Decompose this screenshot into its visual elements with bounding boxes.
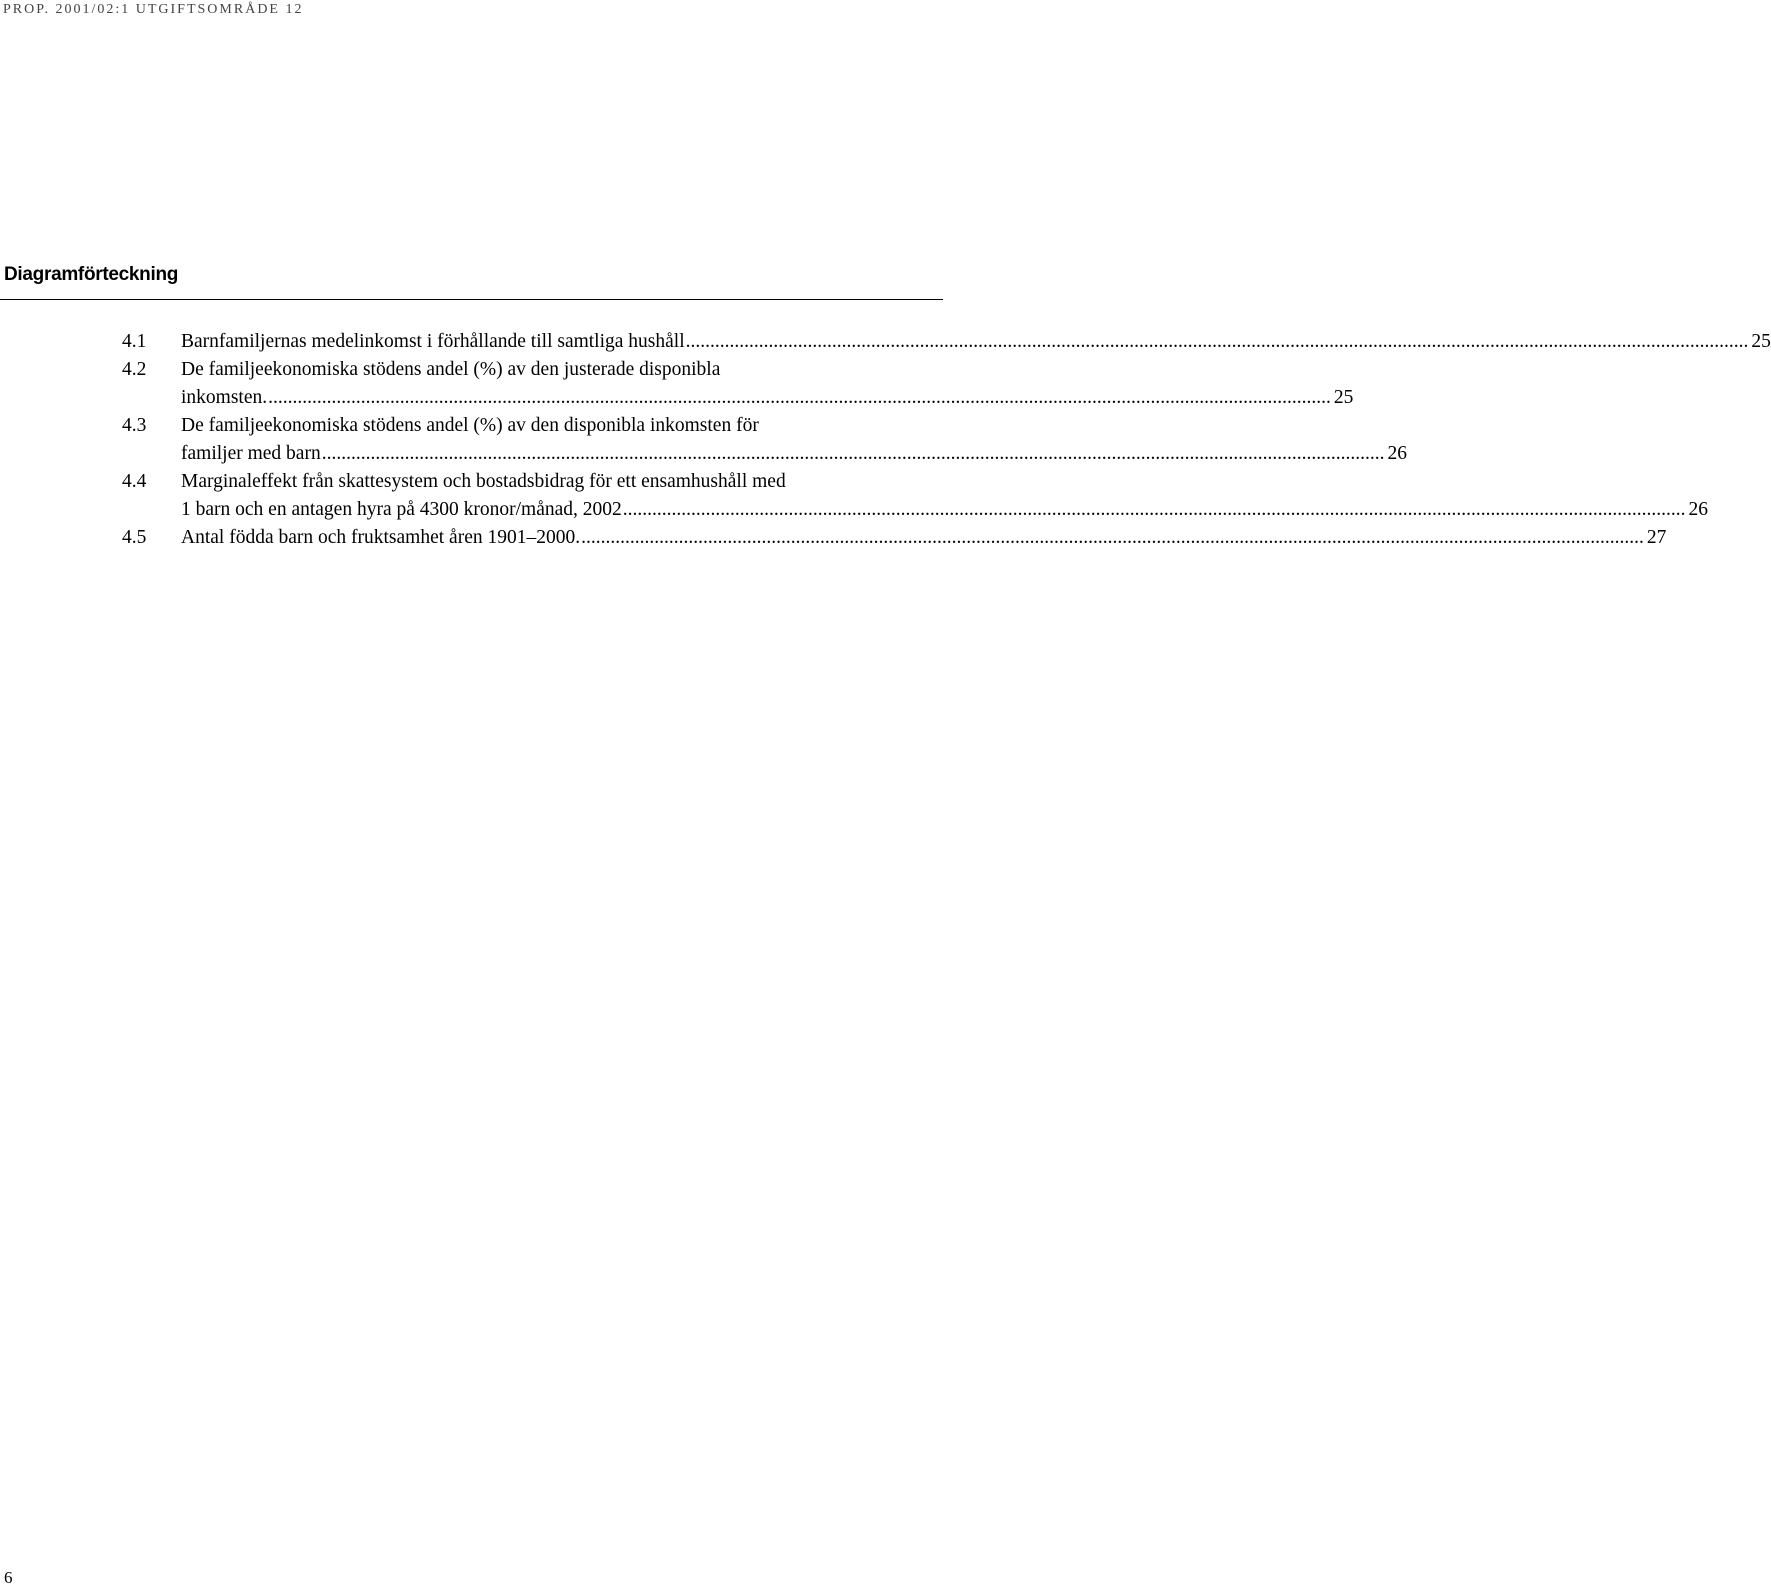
toc-entry-4-4-continued[interactable] bbox=[122, 496, 1709, 524]
toc-entry-title: De familjeekonomiska stödens andel (%) av den disponibla inkomsten för bbox=[181, 415, 759, 436]
toc-entry-number: 4.4 bbox=[122, 471, 147, 492]
toc-entry-title-continued: 1 barn och en antagen hyra på 4300 kronor/månad, 2002 bbox=[181, 499, 622, 520]
toc-leader-dots bbox=[581, 524, 1644, 552]
toc-entry-4-2-continued[interactable] bbox=[122, 384, 1354, 412]
toc-leader-dots bbox=[623, 496, 1686, 524]
toc-entry-title: Marginaleffekt från skattesystem och bostadsbidrag för ett ensamhushåll med bbox=[181, 471, 786, 492]
toc-entry-title-continued: inkomsten. bbox=[181, 387, 268, 408]
toc-entry-4-3[interactable] bbox=[122, 412, 937, 440]
page-number: 6 bbox=[4, 1568, 13, 1587]
toc-entry-title: De familjeekonomiska stödens andel (%) av den justerade disponibla bbox=[181, 359, 721, 380]
table-of-figures bbox=[122, 328, 1771, 552]
toc-entry-number: 4.5 bbox=[122, 527, 147, 548]
toc-entry-page: 25 bbox=[1751, 331, 1771, 352]
section-heading: Diagramförteckning bbox=[4, 264, 179, 285]
toc-entry-4-1[interactable] bbox=[122, 328, 1771, 356]
toc-entry-title: Antal födda barn och fruktsamhet åren 1901–2000. bbox=[181, 527, 581, 548]
toc-entry-4-4[interactable] bbox=[122, 468, 937, 496]
heading-rule bbox=[0, 299, 943, 300]
toc-leader-dots bbox=[686, 328, 1749, 356]
toc-leader-dots bbox=[268, 384, 1331, 412]
toc-entry-page: 27 bbox=[1646, 527, 1667, 548]
running-header: PROP. 2001/02:1 UTGIFTSOMRÅDE 12 bbox=[3, 2, 304, 17]
toc-entry-4-2[interactable] bbox=[122, 356, 937, 384]
toc-entry-4-3-continued[interactable] bbox=[122, 440, 1407, 468]
toc-entry-page: 25 bbox=[1333, 387, 1354, 408]
toc-entry-number: 4.1 bbox=[122, 331, 147, 352]
toc-entry-page: 26 bbox=[1688, 499, 1709, 520]
toc-leader-dots bbox=[322, 440, 1385, 468]
toc-entry-title-continued: familjer med barn bbox=[181, 443, 321, 464]
toc-entry-number: 4.2 bbox=[122, 359, 147, 380]
toc-entry-title: Barnfamiljernas medelinkomst i förhållande till samtliga hushåll bbox=[181, 331, 685, 352]
toc-entry-page: 26 bbox=[1387, 443, 1407, 464]
toc-entry-4-5[interactable] bbox=[122, 524, 1667, 552]
toc-entry-number: 4.3 bbox=[122, 415, 147, 436]
